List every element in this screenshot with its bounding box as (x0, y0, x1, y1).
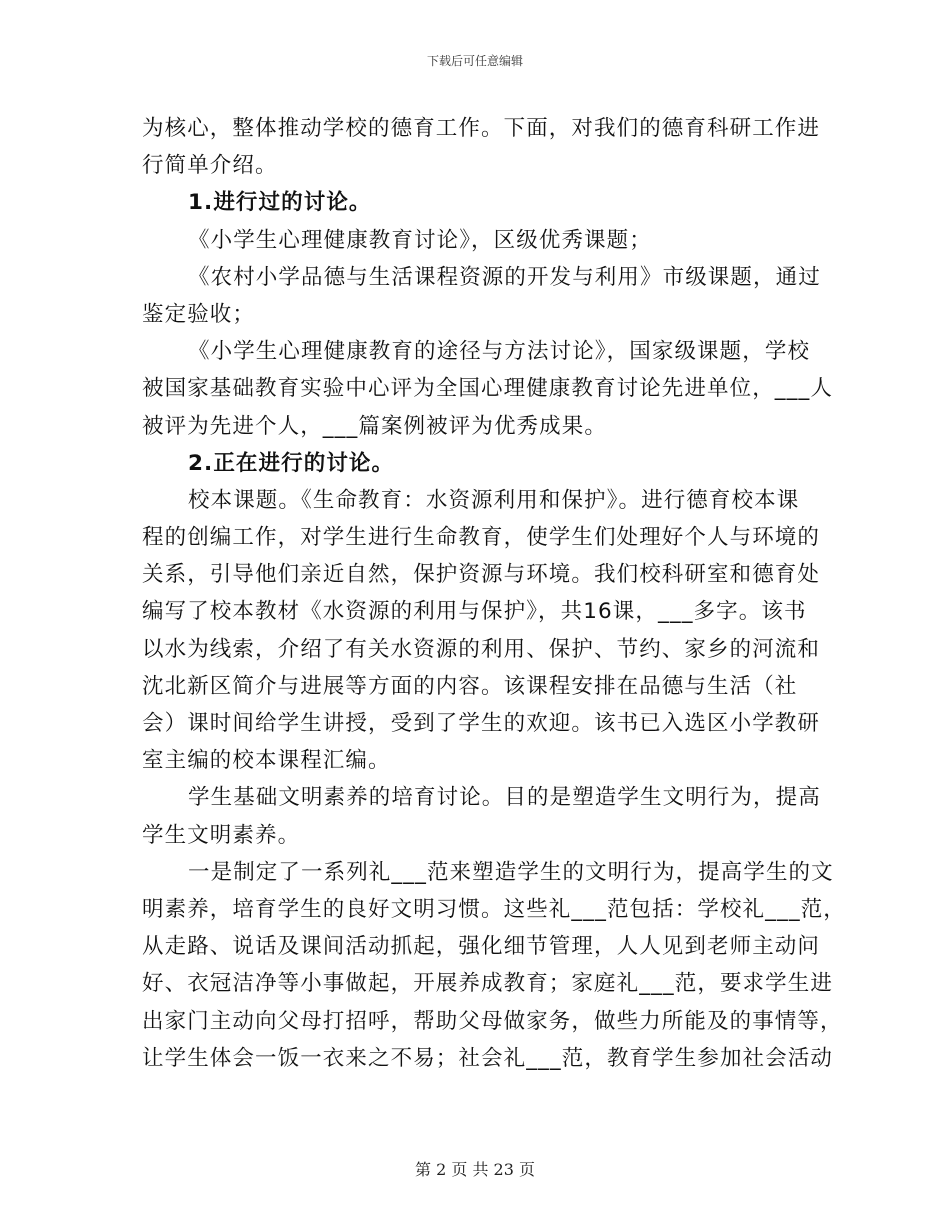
text-line: 《小学生心理健康教育讨论》，区级优秀课题； (188, 227, 652, 253)
text-line: 以水为线索，介绍了有关水资源的利用、保护、节约、家乡的河流和 (142, 636, 821, 662)
text-line: 学生文明素养。 (142, 822, 301, 848)
text-line: 为核心，整体推动学校的德育工作。下面，对我们的德育科研工作进 (142, 116, 821, 141)
text-line: 行简单介绍。 (142, 153, 278, 179)
text-line: 校本课题。《生命教育：水资源利用和保护》。进行德育校本课 (188, 487, 800, 513)
page-header-note: 下载后可任意编辑 (426, 54, 523, 68)
text-line: 程的创编工作，对学生进行生命教育，使学生们处理好个人与环境的 (142, 525, 821, 551)
text-line: 明素养，培育学生的良好文明习惯。这些礼___范包括：学校礼___范， (142, 896, 846, 922)
document-body (142, 110, 846, 1077)
text-line: 《农村小学品德与生活课程资源的开发与利用》市级课题，通过 (188, 264, 821, 290)
text-line: 编写了校本教材《水资源的利用与保护》，共16课，___多字。该书 (142, 599, 807, 625)
text-line: 学生基础文明素养的培育讨论。目的是塑造学生文明行为，提高 (188, 785, 821, 811)
text-line: 让学生体会一饭一衣来之不易；社会礼___范，教育学生参加社会活动 (142, 1045, 833, 1071)
text-line: 关系，引导他们亲近自然，保护资源与环境。我们校科研室和德育处 (142, 562, 821, 588)
section-heading: 2.正在进行的讨论。 (188, 450, 395, 476)
text-line: 沈北新区简介与进展等方面的内容。该课程安排在品德与生活（社 (142, 673, 798, 699)
text-line: 鉴定验收； (142, 301, 256, 327)
text-line: 室主编的校本课程汇编。 (142, 748, 391, 774)
page-number-footer: 第 2 页 共 23 页 (415, 1160, 535, 1179)
text-line: 《小学生心理健康教育的途径与方法讨论》，国家级课题，学校 (188, 339, 811, 365)
text-line: 出家门主动向父母打招呼，帮助父母做家务，做些力所能及的事情等， (142, 1008, 843, 1034)
text-line: 会）课时间给学生讲授，受到了学生的欢迎。该书已入选区小学教研 (142, 711, 821, 736)
section-heading: 1.进行过的讨论。 (188, 190, 372, 216)
text-line: 一是制定了一系列礼___范来塑造学生的文明行为，提高学生的文 (188, 859, 834, 885)
text-line: 被国家基础教育实验中心评为全国心理健康教育讨论先进单位，___人 (142, 376, 833, 402)
text-line: 从走路、说话及课间活动抓起，强化细节管理，人人见到老师主动问 (142, 934, 821, 960)
text-line: 被评为先进个人，___篇案例被评为优秀成果。 (142, 413, 607, 439)
text-line: 好、衣冠洁净等小事做起，开展养成教育；家庭礼___范，要求学生进 (142, 971, 833, 997)
